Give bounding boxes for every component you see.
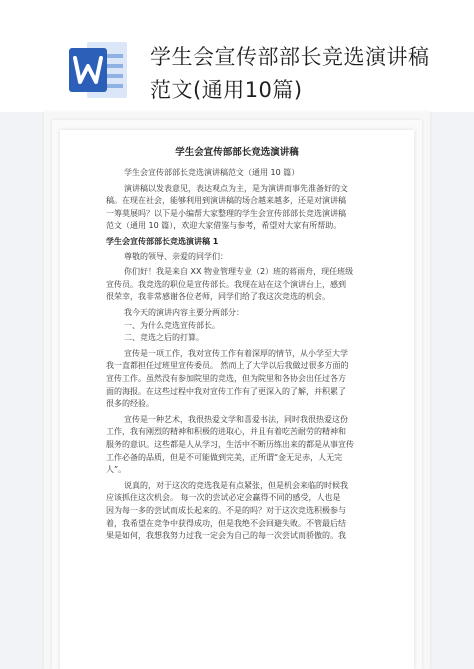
paragraph-line: 演讲稿以发表意见，表达观点为主，是为演讲而事先准备好的文	[124, 183, 348, 193]
paragraph-line: 很荣幸，我非常感谢各位老师，同学们给了我这次竞选的机会。	[106, 292, 330, 302]
paragraph-line: 说真的，对于这次的竞选我是有点紧张，但是机会来临的时候我	[124, 480, 348, 490]
paragraph-line: 学生会宣传部部长竞选演讲稿范文（通用 10 篇）	[124, 168, 300, 177]
paragraph-line: 宣传员。我竞选的职位是宣传部长。我现在站在这个演讲台上，感到	[106, 279, 346, 289]
paragraph-line: 宣传是一项工作，我对宣传工作有着深厚的情节，从小学至大学	[124, 348, 348, 358]
paragraph-line: 一、为什么竞选宣传部长。	[124, 320, 220, 330]
paragraph-line: 宣传工作。虽然没有参加院里的竞选，但为院里和各协会出任过各方	[106, 374, 346, 383]
page-title-line2: 范文(通用10篇)	[150, 78, 303, 102]
paragraph-line: 应该抓住这次机会。 每一次的尝试必定会赢得不同的感受，人也是	[106, 493, 341, 503]
paragraph-line: 二、竞选之后的打算。	[124, 333, 204, 343]
paragraph-line: 稿。在现在社会，能够利用到演讲稿的场合越来越多，还是对演讲稿	[106, 196, 346, 206]
paragraph-line: 面的海报。在这些过程中我对宣传工作有了更深入的了解，并积累了	[106, 386, 346, 396]
paragraph-line: 很多的经验。	[106, 399, 154, 409]
document-page	[60, 130, 414, 669]
document-title: 学生会宣传部部长竞选演讲稿	[175, 147, 299, 158]
paragraph-line: 果是如何，我想我努力过我一定会为自己的每一次尝试而骄傲的。我	[106, 531, 346, 541]
paragraph-line: 人”。	[106, 465, 127, 475]
page-title-line1: 学生会宣传部部长竞选演讲稿	[150, 45, 430, 69]
paragraph-line: 宣传是一种艺术，我很热爱文学和喜爱书法，同时我很热爱这份	[124, 414, 348, 424]
word-icon	[67, 38, 131, 102]
paragraph-line: 工作必备的品质，但是不可能做到完美，正所谓“金无足赤，人无完	[106, 452, 343, 462]
paragraph-line: 服务的意识。这些都是人从学习，生活中不断历练出来的都是从事宣传	[106, 440, 354, 449]
section-heading: 学生会宣传部部长竞选演讲稿 1	[106, 237, 219, 246]
paragraph-line: 我今天的演讲内容主要分两部分：	[124, 308, 244, 317]
paragraph-line: 着，我希望在竞争中获得成功，但是我绝不会回避失败。不管最后结	[106, 518, 346, 528]
paragraph-line: 工作，我有刚烈的精神和积极的进取心，并且有着吃苦耐劳的精神和	[106, 427, 346, 437]
paragraph-line: 尊敬的领导、亲爱的同学们：	[124, 251, 228, 261]
paragraph-line: 范文（通用 10 篇），欢迎大家借鉴与参考，希望对大家有所帮助。	[106, 221, 342, 231]
paragraph-line: 我一直都担任过班里宣传委员。 然而上了大学以后我做过很多方面的	[106, 361, 349, 371]
paragraph-line: 一筹莫展吗？以下是小编帮大家整理的学生会宣传部部长竞选演讲稿	[106, 208, 346, 218]
paragraph-line: 因为每一多的尝试而成长起来的。不是的吗？对于这次竞选积极参与	[106, 506, 346, 515]
paragraph-line: 你们好！我是来自 XX 物业管理专业（2）班的蒋雨舟，现任班级	[124, 267, 354, 277]
header	[0, 0, 474, 112]
